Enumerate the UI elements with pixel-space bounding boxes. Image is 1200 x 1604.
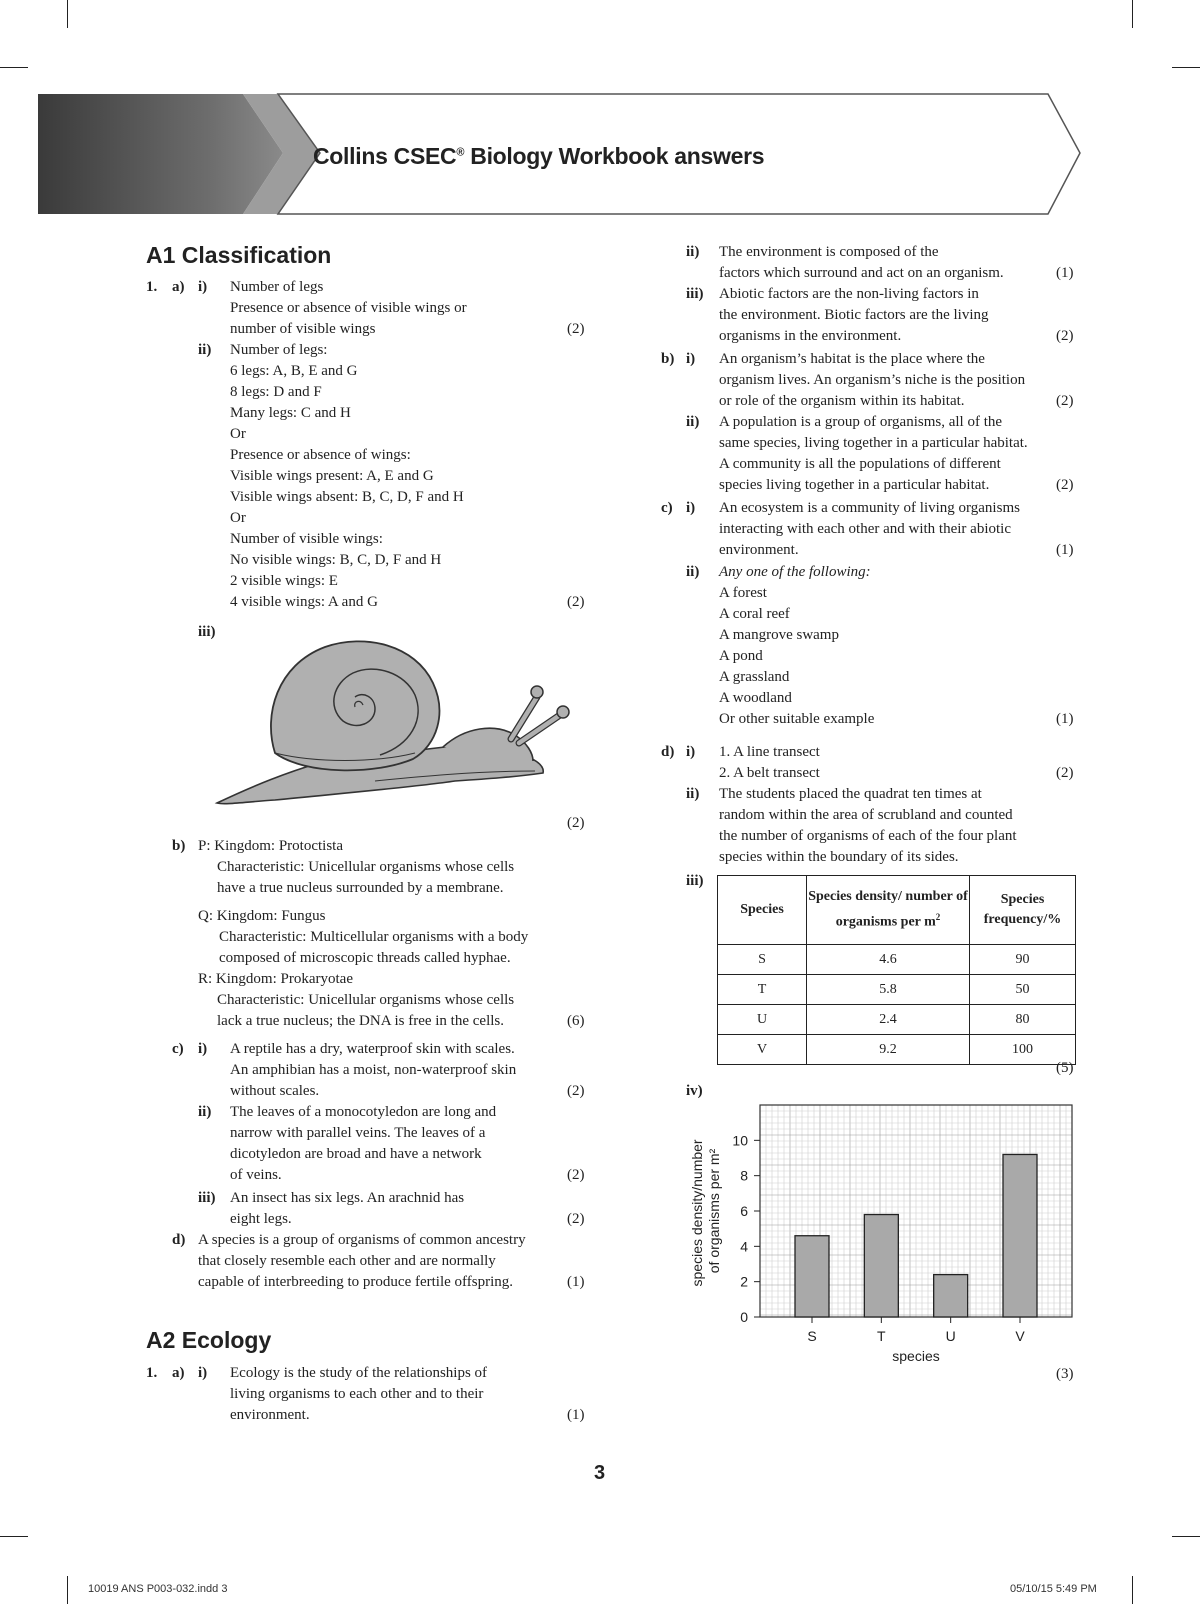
answer-line: without scales. xyxy=(230,1083,320,1099)
footer-timestamp: 05/10/15 5:49 PM xyxy=(1010,1583,1097,1595)
subpart-label: ii) xyxy=(686,244,700,260)
crop-mark xyxy=(0,1536,28,1537)
subpart-label: i) xyxy=(686,500,696,516)
x-tick-label: V xyxy=(1015,1328,1025,1344)
table-cell: 5.8 xyxy=(807,975,970,1005)
question-number: 1. xyxy=(146,279,158,295)
footer-file-info: 10019 ANS P003-032.indd 3 xyxy=(88,1583,228,1595)
table-cell: U xyxy=(718,1005,807,1035)
bar-T xyxy=(864,1215,898,1317)
mark-allocation: (1) xyxy=(1056,265,1074,281)
answer-line: same species, living together in a particular habitat. xyxy=(719,435,1028,451)
table-row xyxy=(718,945,1076,975)
answer-line: The leaves of a monocotyledon are long and xyxy=(230,1104,497,1120)
answer-line: Ecology is the study of the relationships of xyxy=(230,1365,488,1381)
answer-line: lack a true nucleus; the DNA is free in the cells. xyxy=(217,1013,504,1029)
section-heading-a1: A1 Classification xyxy=(146,242,332,268)
answer-line: Number of visible wings: xyxy=(230,531,383,547)
crop-mark xyxy=(0,67,28,68)
table-header: Species density/ number of organisms per $m^2$ xyxy=(807,876,970,945)
crop-mark xyxy=(67,1576,68,1604)
answer-line: A mangrove swamp xyxy=(719,627,839,643)
mark-allocation: (2) xyxy=(567,321,585,337)
answer-line: A woodland xyxy=(719,690,792,706)
subpart-label: iii) xyxy=(686,873,704,889)
table-cell: 100 xyxy=(970,1035,1076,1065)
subpart-label: i) xyxy=(198,279,208,295)
answer-line: An amphibian has a moist, non-waterproof skin xyxy=(230,1062,517,1078)
answer-line: The students placed the quadrat ten times at xyxy=(719,786,982,802)
part-label: c) xyxy=(661,500,673,516)
answer-line: No visible wings: B, C, D, F and H xyxy=(230,552,442,568)
answer-line: A grassland xyxy=(719,669,790,685)
answer-line: Or other suitable example xyxy=(719,711,875,727)
part-label: b) xyxy=(172,838,186,854)
answer-line: Q: Kingdom: Fungus xyxy=(198,908,326,924)
answer-line: Number of legs: xyxy=(230,342,328,358)
bar-V xyxy=(1003,1154,1037,1317)
subpart-label: iii) xyxy=(198,624,216,640)
answer-line: 2 visible wings: E xyxy=(230,573,338,589)
answer-line: A population is a group of organisms, all of the xyxy=(719,414,1003,430)
answer-line: An insect has six legs. An arachnid has xyxy=(230,1190,465,1206)
answer-line: Visible wings present: A, E and G xyxy=(230,468,434,484)
page-title: Collins CSEC® Biology Workbook answers xyxy=(313,143,765,169)
subpart-label: ii) xyxy=(686,414,700,430)
answer-line: eight legs. xyxy=(230,1211,292,1227)
subpart-label: i) xyxy=(198,1041,208,1057)
x-tick-label: S xyxy=(807,1328,817,1344)
part-label: d) xyxy=(172,1232,186,1248)
answer-line: The environment is composed of the xyxy=(719,244,939,260)
y-tick-label: 2 xyxy=(740,1273,748,1290)
y-tick-label: 8 xyxy=(740,1167,748,1184)
answer-line: capable of interbreeding to produce fertile offspring. xyxy=(198,1274,514,1290)
answer-line: factors which surround and act on an organism. xyxy=(719,265,1004,281)
answer-line: Presence or absence of visible wings or xyxy=(230,300,467,316)
answer-line: Visible wings absent: B, C, D, F and H xyxy=(230,489,464,505)
answer-line: interacting with each other and with their abiotic xyxy=(719,521,1011,537)
table-cell: 9.2 xyxy=(807,1035,970,1065)
mark-allocation: (2) xyxy=(567,1083,585,1099)
table-cell: 50 xyxy=(970,975,1076,1005)
species-table xyxy=(717,875,1076,1065)
part-label: d) xyxy=(661,744,675,760)
crop-mark xyxy=(1172,67,1200,68)
answer-line: number of visible wings xyxy=(230,321,376,337)
part-label: c) xyxy=(172,1041,184,1057)
answer-line: narrow with parallel veins. The leaves of a xyxy=(230,1125,486,1141)
answer-line: An organism’s habitat is the place where the xyxy=(719,351,985,367)
table-header: Species xyxy=(718,876,807,945)
mark-allocation: (2) xyxy=(1056,328,1074,344)
table-cell: V xyxy=(718,1035,807,1065)
answer-line: organism lives. An organism’s niche is the position xyxy=(719,372,1026,388)
table-cell: 90 xyxy=(970,945,1076,975)
answer-line: environment. xyxy=(230,1407,310,1423)
answer-intro: Any one of the following: xyxy=(719,564,871,580)
answer-line: A community is all the populations of different xyxy=(719,456,1001,472)
mark-allocation: (2) xyxy=(1056,477,1074,493)
x-tick-label: T xyxy=(877,1328,886,1344)
table-cell: 80 xyxy=(970,1005,1076,1035)
mark-allocation: (1) xyxy=(1056,711,1074,727)
answer-line: Abiotic factors are the non-living factors in xyxy=(719,286,979,302)
answer-line: A species is a group of organisms of common ancestry xyxy=(198,1232,526,1248)
answer-line: A pond xyxy=(719,648,763,664)
crop-mark xyxy=(67,0,68,28)
table-cell: 2.4 xyxy=(807,1005,970,1035)
mark-allocation: (2) xyxy=(567,594,585,610)
subpart-label: ii) xyxy=(686,564,700,580)
answer-line: random within the area of scrubland and counted xyxy=(719,807,1013,823)
mark-allocation: (2) xyxy=(1056,765,1074,781)
answer-line: Or xyxy=(230,426,246,442)
question-number: 1. xyxy=(146,1365,158,1381)
answer-line: composed of microscopic threads called hyphae. xyxy=(219,950,511,966)
table-row xyxy=(718,1005,1076,1035)
y-tick-label: 4 xyxy=(740,1238,748,1255)
table-cell: 4.6 xyxy=(807,945,970,975)
mark-allocation: (3) xyxy=(1056,1366,1074,1382)
x-tick-label: U xyxy=(945,1328,956,1344)
answer-line: of veins. xyxy=(230,1167,282,1183)
mark-allocation: (6) xyxy=(567,1013,585,1029)
mark-allocation: (5) xyxy=(1056,1060,1074,1076)
answer-line: R: Kingdom: Prokaryotae xyxy=(198,971,353,987)
subpart-label: i) xyxy=(686,351,696,367)
y-axis-label-line: species density/number xyxy=(689,1139,705,1287)
answer-line: Characteristic: Unicellular organisms whose cells xyxy=(217,992,515,1008)
y-tick-label: 0 xyxy=(740,1309,748,1325)
subpart-label: i) xyxy=(686,744,696,760)
answer-line: that closely resemble each other and are normally xyxy=(198,1253,496,1269)
subpart-label: ii) xyxy=(198,1104,212,1120)
subpart-label: i) xyxy=(198,1365,208,1381)
part-label: a) xyxy=(172,1365,185,1381)
answer-line: A forest xyxy=(719,585,767,601)
answer-line: species living together in a particular habitat. xyxy=(719,477,990,493)
mark-allocation: (1) xyxy=(567,1274,585,1290)
subpart-label: iv) xyxy=(686,1083,703,1099)
table-row xyxy=(718,1035,1076,1065)
crop-mark xyxy=(1172,1536,1200,1537)
subpart-label: ii) xyxy=(198,342,212,358)
part-label: b) xyxy=(661,351,675,367)
species-density-chart xyxy=(689,1095,1090,1364)
answer-line: species within the boundary of its sides. xyxy=(719,849,959,865)
answer-line: Characteristic: Unicellular organisms whose cells xyxy=(217,859,515,875)
answer-line: Number of legs xyxy=(230,279,324,295)
answer-line: living organisms to each other and to their xyxy=(230,1386,484,1402)
answer-line: Or xyxy=(230,510,246,526)
subpart-label: ii) xyxy=(686,786,700,802)
answer-line: Presence or absence of wings: xyxy=(230,447,411,463)
table-cell: S xyxy=(718,945,807,975)
answer-line: A reptile has a dry, waterproof skin with scales. xyxy=(230,1041,515,1057)
subpart-label: iii) xyxy=(198,1190,216,1206)
answer-line: P: Kingdom: Protoctista xyxy=(198,838,344,854)
answer-line: Characteristic: Multicellular organisms with a body xyxy=(219,929,529,945)
answer-line: 1. A line transect xyxy=(719,744,820,760)
answer-line: environment. xyxy=(719,542,799,558)
crop-mark xyxy=(1132,0,1133,28)
y-axis-label-line: of organisms per m² xyxy=(706,1148,722,1274)
answer-line: 4 visible wings: A and G xyxy=(230,594,378,610)
bar-S xyxy=(795,1236,829,1317)
answer-line: 6 legs: A, B, E and G xyxy=(230,363,358,379)
mark-allocation: (2) xyxy=(567,1211,585,1227)
x-axis-label: species xyxy=(892,1348,940,1364)
bar-U xyxy=(934,1275,968,1317)
mark-allocation: (1) xyxy=(1056,542,1074,558)
table-row xyxy=(718,975,1076,1005)
mark-allocation: (2) xyxy=(567,815,585,831)
mark-allocation: (1) xyxy=(567,1407,585,1423)
answer-line: the number of organisms of each of the four plant xyxy=(719,828,1017,844)
answer-line: the environment. Biotic factors are the living xyxy=(719,307,989,323)
answer-line: An ecosystem is a community of living organisms xyxy=(719,500,1020,516)
mark-allocation: (2) xyxy=(567,1167,585,1183)
answer-line: dicotyledon are broad and have a network xyxy=(230,1146,482,1162)
answer-line: have a true nucleus surrounded by a membrane. xyxy=(217,880,504,896)
snail-drawing xyxy=(215,635,550,810)
answer-line: organisms in the environment. xyxy=(719,328,902,344)
part-label: a) xyxy=(172,279,185,295)
mark-allocation: (2) xyxy=(1056,393,1074,409)
section-heading-a2: A2 Ecology xyxy=(146,1327,272,1353)
crop-mark xyxy=(1132,1576,1133,1604)
table-header-row xyxy=(718,876,1076,945)
y-tick-label: 10 xyxy=(732,1132,748,1149)
y-tick-label: 6 xyxy=(740,1203,748,1219)
page-number: 3 xyxy=(594,1462,606,1484)
answer-line: or role of the organism within its habitat. xyxy=(719,393,965,409)
subpart-label: iii) xyxy=(686,286,704,302)
table-header: Species frequency/% xyxy=(970,876,1076,945)
answer-line: 8 legs: D and F xyxy=(230,384,322,400)
answer-line: 2. A belt transect xyxy=(719,765,820,781)
table-cell: T xyxy=(718,975,807,1005)
y-axis-label xyxy=(689,1136,722,1287)
answer-line: A coral reef xyxy=(719,606,790,622)
answer-line: Many legs: C and H xyxy=(230,405,351,421)
